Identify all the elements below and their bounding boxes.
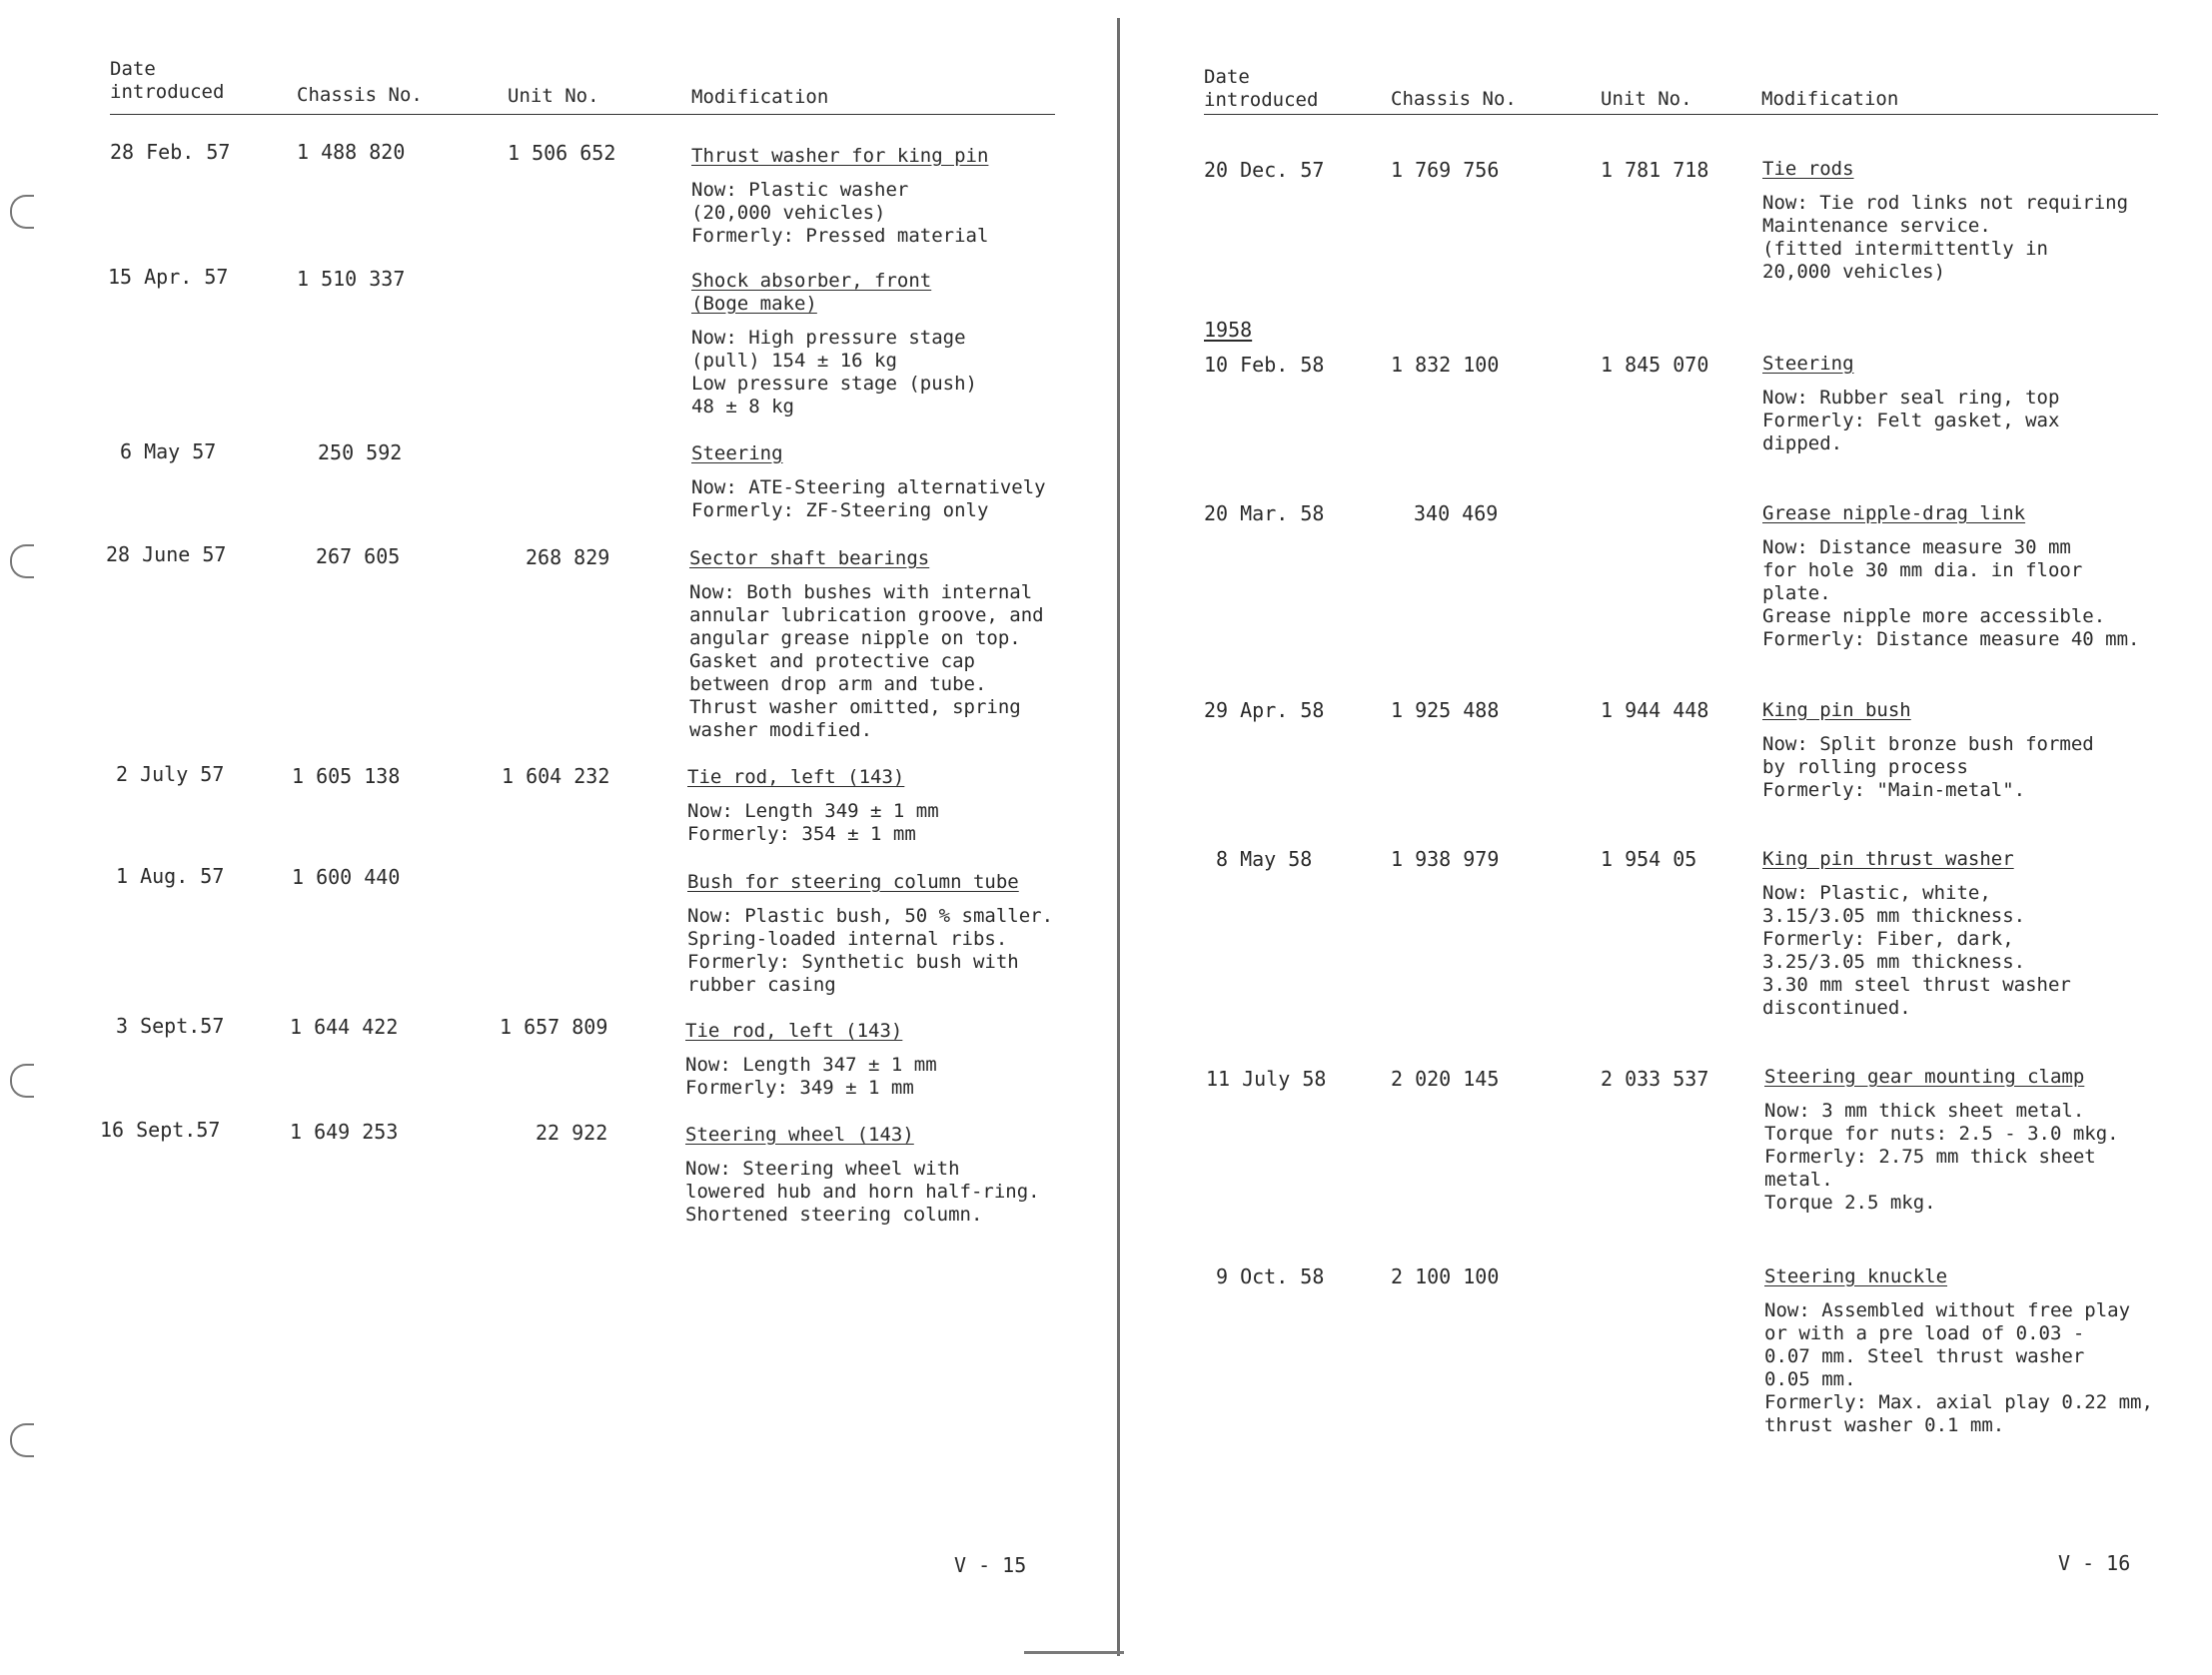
row-date: 20 Dec. 57 bbox=[1204, 158, 1325, 182]
modification-text: Now: Length 347 ± 1 mm Formerly: 349 ± 1 mm bbox=[685, 1054, 937, 1099]
row-chassis: 1 832 100 bbox=[1391, 353, 1500, 377]
modification-title: Shock absorber, front (Boge make) bbox=[691, 270, 932, 315]
modification-text: Now: 3 mm thick sheet metal. Torque for nuts: 2.5 - 3.0 mkg. Formerly: 2.75 mm thick sheet metal. Torque 2.5 mkg. bbox=[1764, 1100, 2119, 1214]
header-chassis: Chassis No. bbox=[1391, 88, 1517, 110]
modification-text: Now: Plastic, white, 3.15/3.05 mm thickness. Formerly: Fiber, dark, 3.25/3.05 mm thickness. 3.30 mm steel thrust washer discontinued. bbox=[1762, 882, 2071, 1019]
row-modification bbox=[1762, 158, 2202, 284]
modification-title: Tie rod, left (143) bbox=[687, 766, 905, 788]
row-date: 1 Aug. 57 bbox=[116, 864, 225, 888]
row-date: 2 July 57 bbox=[116, 762, 225, 786]
header-unit: Unit No. bbox=[1601, 88, 1692, 110]
modification-text: Now: Rubber seal ring, top Formerly: Felt gasket, wax dipped. bbox=[1762, 387, 2060, 454]
row-chassis: 1 488 820 bbox=[297, 140, 406, 164]
row-date: 28 Feb. 57 bbox=[110, 140, 231, 164]
modification-title: King pin thrust washer bbox=[1762, 848, 2014, 870]
binder-hole-mark bbox=[10, 1423, 34, 1457]
row-date: 10 Feb. 58 bbox=[1204, 353, 1325, 377]
row-date: 11 July 58 bbox=[1206, 1067, 1327, 1091]
modification-text: Now: High pressure stage (pull) 154 ± 16 kg Low pressure stage (push) 48 ± 8 kg bbox=[691, 327, 977, 418]
row-modification bbox=[689, 547, 1109, 742]
binder-hole-mark bbox=[10, 1064, 34, 1098]
row-unit: 22 922 bbox=[536, 1121, 608, 1145]
row-unit: 1 845 070 bbox=[1601, 353, 1709, 377]
page-number: V - 15 bbox=[954, 1553, 1027, 1577]
row-date: 28 June 57 bbox=[106, 542, 227, 566]
row-chassis: 2 100 100 bbox=[1391, 1264, 1500, 1288]
modification-title: King pin bush bbox=[1762, 699, 1911, 721]
header-modification: Modification bbox=[691, 86, 829, 108]
row-modification bbox=[691, 270, 1111, 419]
modification-text: Now: Steering wheel with lowered hub and horn half-ring. Shortened steering column. bbox=[685, 1158, 1040, 1226]
modification-title: Tie rod, left (143) bbox=[685, 1020, 903, 1042]
modification-title: Bush for steering column tube bbox=[687, 871, 1019, 893]
modification-text: Now: Length 349 ± 1 mm Formerly: 354 ± 1 mm bbox=[687, 800, 939, 845]
modification-title: Steering bbox=[691, 442, 783, 464]
modification-text: Now: Tie rod links not requiring Maintenance service. (fitted intermittently in 20,000 vehicles) bbox=[1762, 192, 2129, 283]
row-modification bbox=[1762, 699, 2202, 802]
header-rule bbox=[110, 114, 1055, 115]
row-date: 15 Apr. 57 bbox=[108, 265, 229, 289]
header-unit: Unit No. bbox=[508, 85, 599, 107]
row-modification bbox=[1764, 1066, 2204, 1215]
modification-title: Thrust washer for king pin bbox=[691, 145, 989, 167]
binder-hole-mark bbox=[10, 544, 34, 578]
row-date: 9 Oct. 58 bbox=[1216, 1264, 1325, 1288]
modification-title: Steering wheel (143) bbox=[685, 1124, 914, 1146]
row-chassis: 1 769 756 bbox=[1391, 158, 1500, 182]
row-date: 16 Sept.57 bbox=[100, 1118, 221, 1142]
modification-text: Now: Both bushes with internal annular lubrication groove, and angular grease nipple on top. Gasket and protective cap between drop arm and tube. Thrust washer omitted, spring washer modified. bbox=[689, 581, 1044, 741]
row-modification bbox=[687, 766, 1107, 846]
modification-title: Grease nipple-drag link bbox=[1762, 502, 2026, 524]
modification-title: Steering bbox=[1762, 353, 1854, 375]
row-chassis: 2 020 145 bbox=[1391, 1067, 1500, 1091]
row-modification bbox=[1762, 502, 2207, 651]
row-modification bbox=[685, 1020, 1105, 1100]
row-chassis: 1 605 138 bbox=[292, 764, 401, 788]
modification-text: Now: Distance measure 30 mm for hole 30 mm dia. in floor plate. Grease nipple more accessible. Formerly: Distance measure 40 mm. bbox=[1762, 536, 2140, 650]
row-date: 3 Sept.57 bbox=[116, 1014, 225, 1038]
row-chassis: 267 605 bbox=[316, 544, 401, 568]
modification-title: Tie rods bbox=[1762, 158, 1854, 180]
header-rule bbox=[1204, 114, 2158, 115]
row-chassis: 1 938 979 bbox=[1391, 847, 1500, 871]
row-chassis: 340 469 bbox=[1414, 501, 1499, 525]
row-modification bbox=[691, 145, 1111, 248]
row-chassis: 1 600 440 bbox=[292, 865, 401, 889]
page-spine bbox=[1117, 18, 1120, 1656]
row-chassis: 1 925 488 bbox=[1391, 698, 1500, 722]
row-chassis: 250 592 bbox=[318, 440, 403, 464]
row-date: 20 Mar. 58 bbox=[1204, 501, 1325, 525]
modification-text: Now: ATE-Steering alternatively Formerly: ZF-Steering only bbox=[691, 476, 1046, 521]
binder-hole-mark bbox=[10, 195, 34, 229]
row-unit: 1 954 05 bbox=[1601, 847, 1697, 871]
row-unit: 2 033 537 bbox=[1601, 1067, 1709, 1091]
year-marker: 1958 bbox=[1204, 318, 1253, 342]
modification-text: Now: Assembled without free play or with a pre load of 0.03 - 0.07 mm. Steel thrust washer 0.05 mm. Formerly: Max. axial play 0.22 mm, thrust washer 0.1 mm. bbox=[1764, 1299, 2153, 1436]
right-page bbox=[1124, 0, 2212, 1675]
page-number: V - 16 bbox=[2058, 1551, 2131, 1575]
row-unit: 1 944 448 bbox=[1601, 698, 1709, 722]
modification-text: Now: Split bronze bush formed by rolling process Formerly: "Main-metal". bbox=[1762, 733, 2094, 801]
header-modification: Modification bbox=[1761, 88, 1899, 110]
row-date: 6 May 57 bbox=[120, 439, 217, 463]
row-unit: 1 781 718 bbox=[1601, 158, 1709, 182]
row-date: 29 Apr. 58 bbox=[1204, 698, 1325, 722]
modification-title: Sector shaft bearings bbox=[689, 547, 930, 569]
row-unit: 1 657 809 bbox=[500, 1015, 608, 1039]
modification-text: Now: Plastic bush, 50 % smaller. Spring-loaded internal ribs. Formerly: Synthetic bush with rubber casing bbox=[687, 905, 1054, 996]
header-date: Date introduced bbox=[1204, 66, 1319, 111]
modification-text: Now: Plastic washer (20,000 vehicles) Formerly: Pressed material bbox=[691, 179, 989, 247]
row-date: 8 May 58 bbox=[1216, 847, 1313, 871]
row-modification bbox=[687, 871, 1112, 997]
row-modification bbox=[691, 442, 1111, 522]
row-modification bbox=[1762, 353, 2202, 455]
row-unit: 1 604 232 bbox=[502, 764, 610, 788]
modification-title: Steering gear mounting clamp bbox=[1764, 1066, 2085, 1088]
row-modification bbox=[685, 1124, 1105, 1227]
row-chassis: 1 510 337 bbox=[297, 267, 406, 291]
row-unit: 268 829 bbox=[526, 545, 610, 569]
row-chassis: 1 649 253 bbox=[290, 1120, 399, 1144]
header-chassis: Chassis No. bbox=[297, 84, 423, 106]
row-modification bbox=[1764, 1265, 2209, 1437]
row-modification bbox=[1762, 848, 2202, 1020]
row-chassis: 1 644 422 bbox=[290, 1015, 399, 1039]
row-unit: 1 506 652 bbox=[508, 141, 616, 165]
header-date: Date introduced bbox=[110, 58, 225, 103]
modification-title: Steering knuckle bbox=[1764, 1265, 1948, 1287]
page-fold-edge bbox=[1024, 1651, 1124, 1654]
